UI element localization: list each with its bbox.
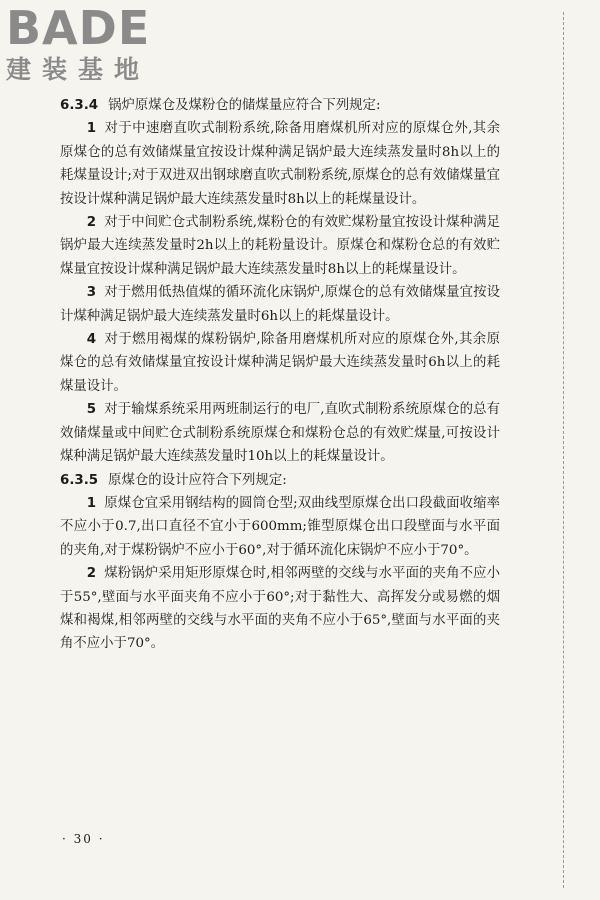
item-text: 对于输煤系统采用两班制运行的电厂,直吹式制粉系统原煤仓的总有效储煤量或中间贮仓式制粉系统原煤仓和煤粉仓总的有效贮煤量,可按设计煤种满足锅炉最大连续蒸发量时10h以上的耗煤量设计。 (60, 402, 500, 465)
item-number: 4 (86, 332, 97, 348)
item-text: 煤粉锅炉采用矩形原煤仓时,相邻两壁的交线与水平面的夹角不应小于55°,壁面与水平面夹角不应小于60°;对于黏性大、高挥发分或易燃的烟煤和褐煤,相邻两壁的交线与水平面的夹角不应小于65°,壁面与水平面的夹角不应小于70°。 (60, 566, 500, 652)
item-text: 对于燃用褐煤的煤粉锅炉,除备用磨煤机所对应的原煤仓外,其余原煤仓的总有效储煤量宜按设计煤种满足锅炉最大连续蒸发量时6h以上的耗煤量设计。 (60, 332, 500, 394)
item-number: 2 (86, 566, 97, 582)
item-number: 1 (86, 121, 97, 137)
item-text: 对于中速磨直吹式制粉系统,除备用磨煤机所对应的原煤仓外,其余原煤仓的总有效储煤量宜按设计煤种满足锅炉最大连续蒸发量时8h以上的耗煤量设计;对于双进双出钢球磨直吹式制粉系统,原煤仓的总有效储煤量宜按设计煤种满足锅炉最大连续蒸发量时8h以上的耗煤量设计。 (60, 121, 500, 207)
clause-6-3-4-item-4 (60, 328, 500, 398)
clause-6-3-4-item-5 (60, 398, 500, 468)
item-text: 对于中间贮仓式制粉系统,煤粉仓的有效贮煤粉量宜按设计煤种满足锅炉最大连续蒸发量时2h以上的耗粉量设计。原煤仓和煤粉仓总的有效贮煤量宜按设计煤种满足锅炉最大连续蒸发量时8h以上的耗煤量设计。 (60, 215, 500, 277)
clause-title: 锅炉原煤仓及煤粉仓的储煤量应符合下列规定: (108, 98, 381, 113)
item-text: 对于燃用低热值煤的循环流化床锅炉,原煤仓的总有效储煤量宜按设计煤种满足锅炉最大连续蒸发量时6h以上的耗煤量设计。 (60, 285, 500, 324)
item-number: 3 (86, 285, 97, 301)
item-number: 5 (86, 402, 97, 418)
item-text: 原煤仓宜采用钢结构的圆筒仓型;双曲线型原煤仓出口段截面收缩率不应小于0.7,出口直径不宜小于600mm;锥型原煤仓出口段壁面与水平面的夹角,对于煤粉锅炉不应小于60°,对于循环流化床锅炉不应小于70°。 (60, 495, 500, 558)
clause-6-3-4-item-3 (60, 281, 500, 328)
clause-6-3-5-heading (60, 469, 500, 492)
logo-brand: BADE (6, 1, 151, 55)
clause-6-3-5-item-1 (60, 492, 500, 562)
watermark-logo (6, 1, 186, 86)
clause-title: 原煤仓的设计应符合下列规定: (108, 472, 287, 488)
clause-number: 6.3.4 (60, 98, 99, 113)
clause-6-3-4-heading (60, 94, 500, 117)
item-number: 1 (86, 495, 97, 511)
clause-6-3-5-item-2 (60, 562, 500, 656)
page-number: · 30 · (62, 832, 105, 846)
logo-subtitle: 建装基地 (6, 55, 151, 84)
clause-number: 6.3.5 (60, 472, 99, 488)
clause-6-3-4-item-2 (60, 211, 500, 281)
item-number: 2 (86, 215, 97, 231)
page-edge-line (563, 12, 564, 888)
clause-6-3-4-item-1 (60, 117, 500, 211)
document-body (60, 94, 500, 656)
